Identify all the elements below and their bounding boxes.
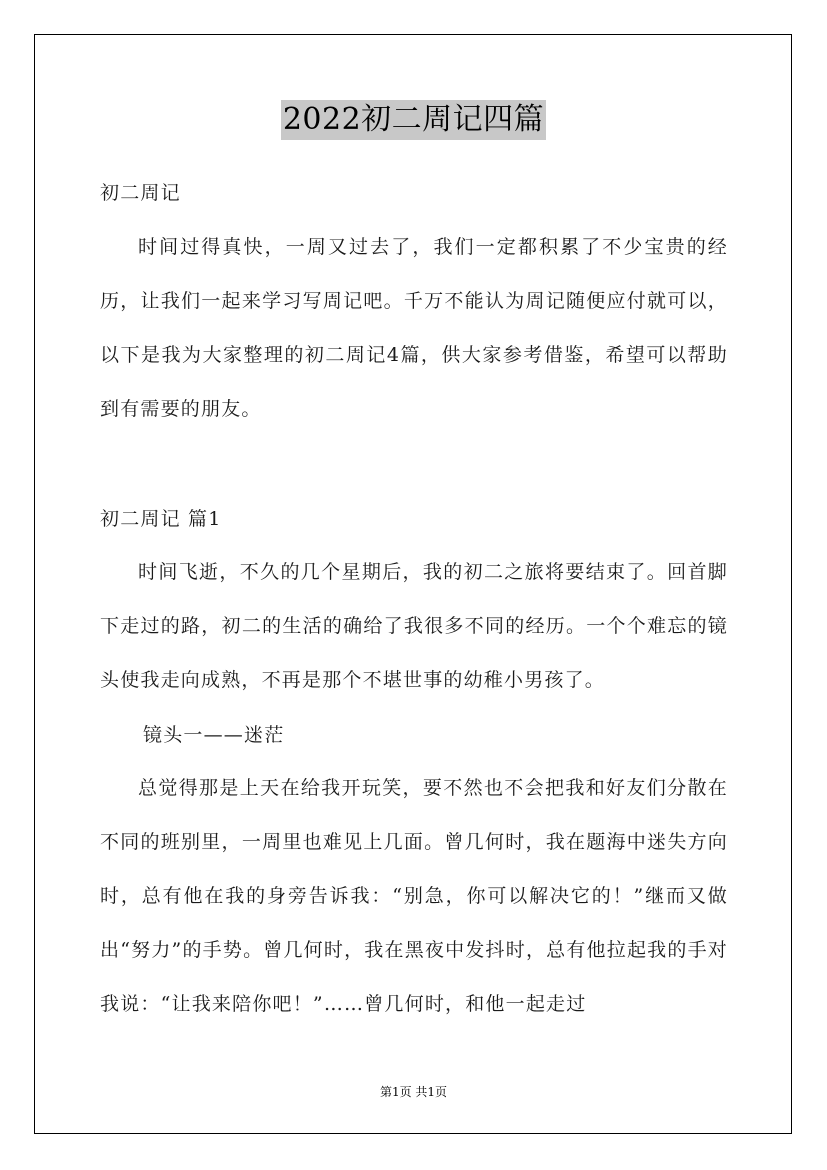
section1-paragraph2: 总觉得那是上天在给我开玩笑，要不然也不会把我和好友们分散在不同的班别里，一周里也难见上几面。曾几何时，我在题海中迷失方向时，总有他在我的身旁告诉我：“别急，你可以解决它的！”继而又做出“努力”的手势。曾几何时，我在黑夜中发抖时，总有他拉起我的手对我说：“让我来陪你吧！”……曾几何时，和他一起走过 [100, 777, 728, 1015]
section1-heading: 初二周记 篇1 [100, 508, 222, 530]
intro-paragraph: 时间过得真快，一周又过去了，我们一定都积累了不少宝贵的经历，让我们一起来学习写周记吧。千万不能认为周记随便应付就可以，以下是我为大家整理的初二周记4篇，供大家参考借鉴，希望可以帮助到有需要的朋友。 [100, 236, 728, 420]
intro-heading: 初二周记 [100, 182, 181, 204]
subheading-lens-one: 镜头一——迷茫 [143, 724, 285, 746]
title-container [0, 100, 827, 140]
page-footer: 第1页 共1页 [379, 1085, 448, 1099]
section1-paragraph2-block [100, 761, 728, 1031]
intro-paragraph-block [100, 220, 728, 436]
section1-paragraph: 时间飞逝，不久的几个星期后，我的初二之旅将要结束了。回首脚下走过的路，初二的生活的确给了我很多不同的经历。一个个难忘的镜头使我走向成熟，不再是那个不堪世事的幼稚小男孩了。 [100, 561, 728, 691]
section1-paragraph-block [100, 545, 728, 707]
document-title: 2022初二周记四篇 [281, 100, 546, 140]
